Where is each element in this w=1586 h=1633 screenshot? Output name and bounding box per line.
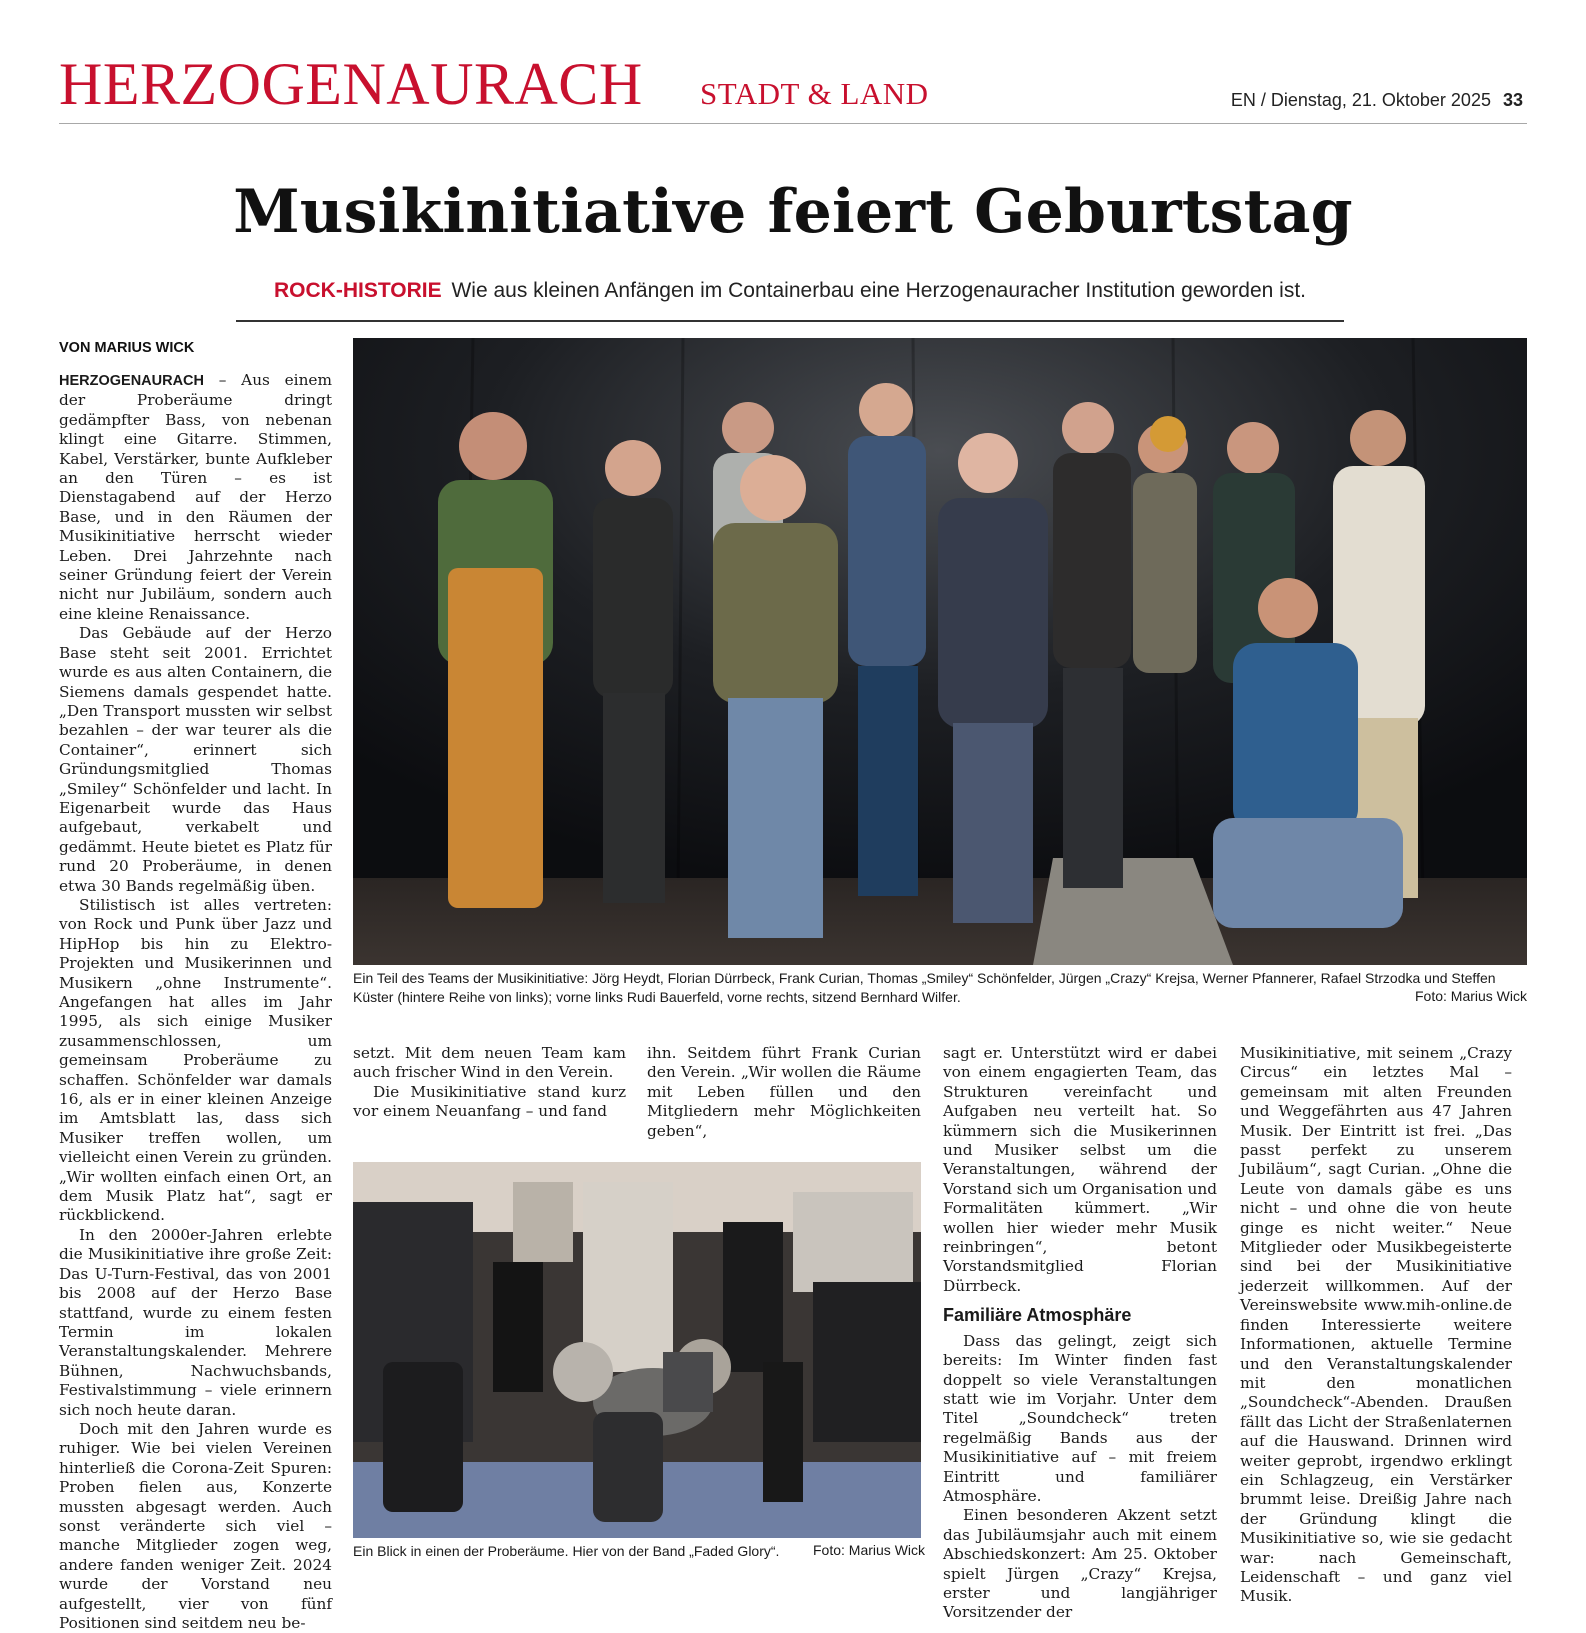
article-paragraph: Einen besonderen Akzent setzt das Jubiläumsjahr auch mit einem Abschiedskonzert: Am 25. Oktober spielt Jürgen „Crazy“ Krejsa, erster und langjähriger Vorsitzender der [943,1506,1217,1622]
masthead-dateline [1231,90,1523,111]
masthead-section: STADT & LAND [700,76,929,111]
article-paragraph: HERZOGENAURACH – Aus einem der Proberäume dringt gedämpfter Bass, von nebenan klingt eine Gitarre. Stimmen, Kabel, Verstärker, bunte Aufkleber an den Türen – es ist Dienstagabend auf der Herzo Base, und in den Räumen der Musikinitiative herrscht wieder Leben. Drei Jahrzehnte nach seiner Gründung feiert der Verein nicht nur Jubiläum, sondern auch eine kleine Renaissance. [59,371,332,623]
subhead [236,277,1344,305]
article-paragraph: In den 2000er-Jahren erlebte die Musikinitiative ihre große Zeit: Das U-Turn-Festival, das von 2001 bis 2008 auf der Herzo Base stattfand, wurde zu einem festen Termin im lokalen Veranstaltungskalender. Mehrere Bühnen, Nachwuchsbands, Festivalstimmung – viele erinnern sich noch heute daran. [59,1225,332,1419]
masthead-city: HERZOGENAURACH [59,51,643,117]
article-paragraph: sagt er. Unterstützt wird er dabei von einem engagierten Team, das Strukturen vereinfacht und Aufgaben neu verteilt hat. So kümmern sich die Musikerinnen und Musiker selbst um die Veranstaltungen, während der Vorstand sich um Organisation und Formalitäten kümmert. „Wir wollen hier wieder mehr Musik reinbringen“, betont Vorstandsmitglied Florian Dürrbeck. [943,1044,1217,1295]
article-paragraph: setzt. Mit dem neuen Team kam auch frischer Wind in den Verein. [353,1044,626,1082]
article-paragraph: Dass das gelingt, zeigt sich bereits: Im Winter finden fast doppelt so viele Veranstaltungen statt wie im Vorjahr. Unter dem Titel „Soundcheck“ treten regelmäßig Bands aus der Musikinitiative auf – mit freiem Eintritt und familiärer Atmosphäre. [943,1331,1217,1505]
article-paragraph: Musikinitiative, mit seinem „Crazy Circus“ ein letztes Mal – gemeinsam mit alten Freunden und Weggefährten aus 47 Jahren Musik. Der Eintritt ist frei. „Das passt perfekt zu unserem Jubiläum“, sagt Curian. „Ohne die Leute von damals gäbe es uns nicht – und ohne die von heute ginge es nicht weiter.“ Neue Mitglieder oder Musikbegeisterte sind bei der Musikinitiative jederzeit willkommen. Auf der Vereinswebsite www.mih-online.de finden Interessierte weitere Informationen, aktuelle Termine und den Veranstaltungskalender mit den monatlichen „Soundcheck“-Abenden. Draußen fällt das Licht der Straßenlaternen auf die Hauswand. Drinnen wird weiter geprobt, irgendwo erklingt ein Schlagzeug, ein Verstärker brummt leise. Dreißig Jahre nach der Gründung klingt die Musikinitiative so, wie sie gedacht war: nach Gemeinschaft, Leidenschaft – und ganz viel Musik. [1240,1044,1512,1606]
team-photo [353,338,1527,965]
page-number: 33 [1502,90,1523,110]
article-paragraph: ihn. Seitdem führt Frank Curian den Verein. „Wir wollen die Räume mit Leben füllen und den Mitgliedern mehr Möglichkeiten geben“, [647,1044,921,1140]
article-column-3 [647,1044,921,1141]
article-column-1 [59,371,332,1633]
article-paragraph: Das Gebäude auf der Herzo Base steht seit 2001. Errichtet wurde es aus alten Containern, die Siemens damals gespendet hatte. „Den Transport mussten wir selbst bezahlen – der war teurer als die Container“, erinnert sich Gründungsmitglied Thomas „Smiley“ Schönfelder und lacht. In Eigenarbeit wurde das Haus aufgebaut, verkabelt und gedämmt. Heute bietet es Platz für rund 20 Proberäume, in denen etwa 30 Bands regelmäßig üben. [59,624,332,895]
byline: VON MARIUS WICK [59,340,195,356]
subheading: Familiäre Atmosphäre [943,1305,1132,1326]
rehearsal-room-photo [353,1162,921,1538]
rehearsal-room-image [353,1162,921,1538]
rehearsal-room-credit: Foto: Marius Wick [813,1542,926,1558]
article-column-4 [943,1044,1217,1623]
article-paragraph: Die Musikinitiative stand kurz vor einem Neuanfang – und fand [353,1082,626,1121]
dateline-place: HERZOGENAURACH [59,373,204,389]
subhead-text: Wie aus kleinen Anfängen im Containerbau eine Herzogenauracher Institution geworden ist. [451,279,1306,302]
issue-date: EN / Dienstag, 21. Oktober 2025 [1230,90,1491,110]
article-column-5 [1240,1044,1512,1607]
team-photo-image [353,338,1527,965]
masthead [59,52,1527,124]
team-photo-credit: Foto: Marius Wick [1414,988,1527,1004]
headline: Musikinitiative feiert Geburtstag [233,177,1353,247]
article-paragraph: Doch mit den Jahren wurde es ruhiger. Wie bei vielen Vereinen hinterließ die Corona-Zeit Spuren: Proben fielen aus, Konzerte mussten abgesagt werden. Auch sonst veränderte sich viel – manche Mitglieder zogen weg, andere fanden weniger Zeit. 2024 wurde der Vorstand neu aufgestellt, vier von fünf Positionen sind seitdem neu be- [59,1419,332,1632]
article-column-2 [353,1044,626,1122]
team-photo-caption: Ein Teil des Teams der Musikinitiative: Jörg Heydt, Florian Dürrbeck, Frank Curian, Thomas „Smiley“ Schönfelder, Jürgen „Crazy“ Krejsa, Werner Pfannerer, Rafael Strzodka und Steffen Küster (hintere Reihe von links); vorne links Rudi Bauerfeld, vorne rechts, sitzend Bernhard Wilfer. [353,970,1496,1005]
rehearsal-room-caption: Ein Blick in einen der Proberäume. Hier von der Band „Faded Glory“. [353,1543,780,1559]
article-paragraph: Stilistisch ist alles vertreten: von Rock und Punk über Jazz und HipHop bis hin zu Elektro-Projekten und Musikerinnen und Musikern „ohne Instrumente“. Angefangen hat alles im Jahr 1995, als sich einige Musiker zusammenschlossen, um gemeinsam Proberäume zu schaffen. Schönfelder war damals 16, als er in einer kleinen Anzeige im Amtsblatt las, dass sich Musiker treffen wollen, um vielleicht einen Verein zu gründen. „Wir wollten einfach einen Ort, an dem Musik Platz hat“, sagt er rückblickend. [59,895,332,1225]
subhead-rule [236,320,1344,322]
subhead-kicker: ROCK-HISTORIE [274,279,442,302]
